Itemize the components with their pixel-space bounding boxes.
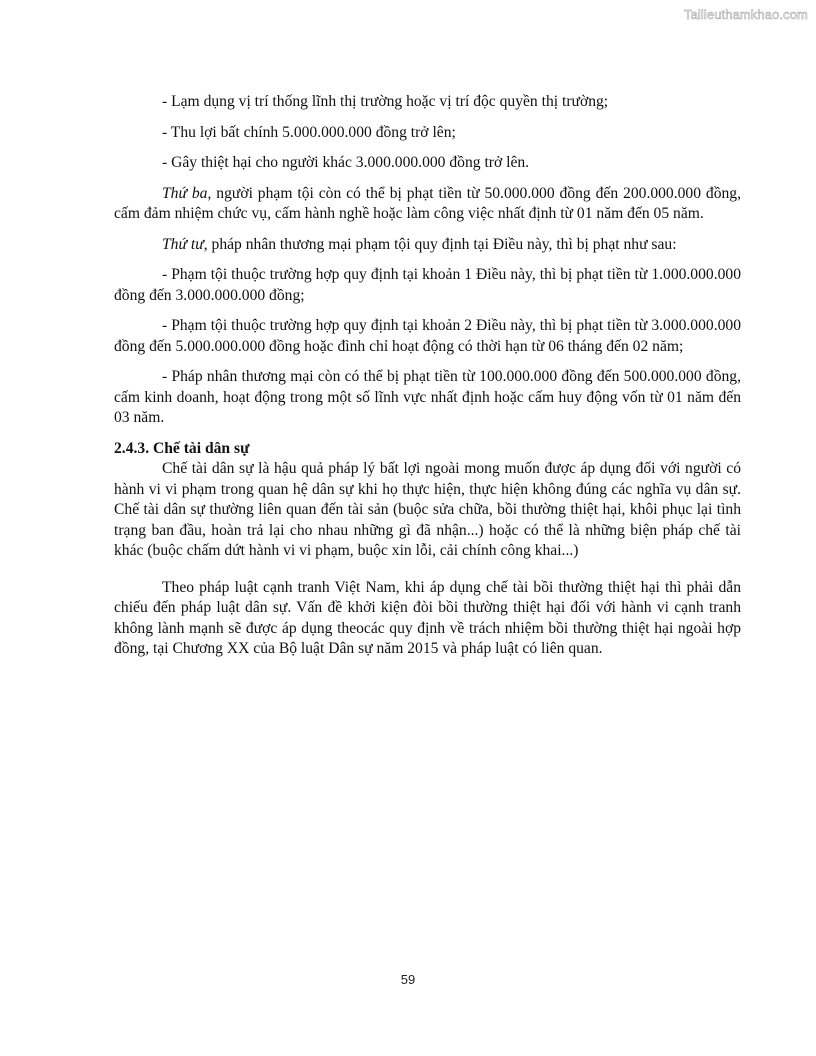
bullet-paragraph: - Gây thiệt hại cho người khác 3.000.000.000 đồng trở lên.	[162, 154, 530, 171]
bullet-paragraph: - Lạm dụng vị trí thống lĩnh thị trường hoặc vị trí độc quyền thị trường;	[162, 93, 609, 110]
section-paragraph: Chế tài dân sự là hậu quả pháp lý bất lợi ngoài mong muốn được áp dụng đối với người có hành vi vi phạm trong quan hệ dân sự khi họ thực hiện, thực hiện không đúng các nghĩa vụ dân sự. Chế tài dân sự thường liên quan đến tài sản (buộc sửa chữa, bồi thường thiệt hại, khôi phục lại tình trạng ban đầu, hoàn trả lại cho nhau những gì đã nhận...) hoặc có thể là những biện pháp chế tài khác (buộc chấm dứt hành vi vi phạm, buộc xin lỗi, cải chính công khai...)	[114, 460, 741, 559]
page-number: 59	[400, 972, 416, 987]
paragraph-fourth	[114, 235, 741, 256]
section-heading: 2.4.3. Chế tài dân sự	[114, 439, 250, 457]
paragraph-text: , pháp nhân thương mại phạm tội quy định tại Điều này, thì bị phạt như sau:	[203, 235, 677, 253]
section-paragraph: Theo pháp luật cạnh tranh Việt Nam, khi áp dụng chế tài bồi thường thiệt hại thì phải dẫn chiếu đến pháp luật dân sự. Vấn đề khởi kiện đòi bồi thường thiệt hại đối với hành vi cạnh tranh không lành mạnh sẽ được áp dụng theocác quy định về trách nhiệm bồi thường thiệt hại ngoài hợp đồng, tại Chương XX của Bộ luật Dân sự năm 2015 và pháp luật có liên quan.	[114, 578, 741, 657]
bullet-paragraph: - Phạm tội thuộc trường hợp quy định tại khoản 1 Điều này, thì bị phạt tiền từ 1.000.000.000 đồng đến 3.000.000.000 đồng;	[114, 266, 741, 304]
document-body	[114, 92, 741, 670]
paragraph-third	[114, 184, 741, 225]
bullet-paragraph: - Thu lợi bất chính 5.000.000.000 đồng trở lên;	[162, 123, 456, 141]
paragraph-lead: Thứ tư	[162, 235, 204, 253]
bullet-paragraph: - Pháp nhân thương mại còn có thể bị phạt tiền từ 100.000.000 đồng đến 500.000.000 đồng, cấm kinh doanh, hoạt động trong một số lĩnh vực nhất định hoặc cấm huy động vốn từ 01 năm đến 03 năm.	[114, 368, 741, 426]
paragraph-lead: Thứ ba	[162, 184, 208, 202]
bullet-paragraph: - Phạm tội thuộc trường hợp quy định tại khoản 2 Điều này, thì bị phạt tiền từ 3.000.000.000 đồng đến 5.000.000.000 đồng hoặc đình chỉ hoạt động có thời hạn từ 06 tháng đến 02 năm;	[114, 317, 741, 355]
paragraph-text: , người phạm tội còn có thể bị phạt tiền từ 50.000.000 đồng đến 200.000.000 đồng, cấm đảm nhiệm chức vụ, cấm hành nghề hoặc làm công việc nhất định từ 01 năm đến 05 năm.	[114, 184, 742, 222]
watermark-text: Tailieuthamkhao.com	[683, 7, 808, 22]
